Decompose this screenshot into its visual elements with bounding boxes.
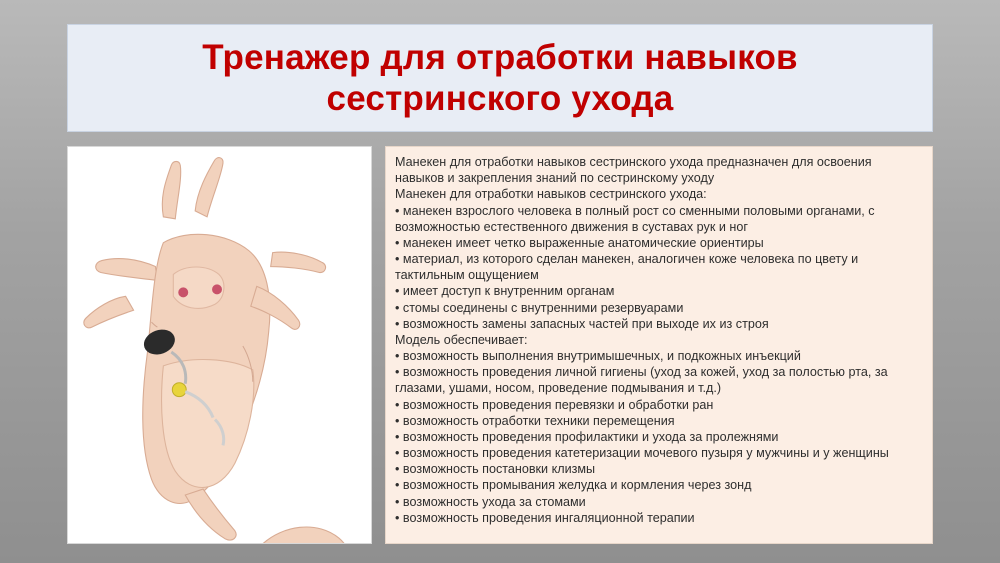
description-line: Модель обеспечивает: [395, 332, 528, 347]
description-line: • материал, из которого сделан манекен, аналогичен коже человека по цвету и тактильным ощущением [395, 252, 859, 283]
description-line: • возможность проведения перевязки и обработки ран [395, 397, 714, 412]
description-line: • возможность отработки техники перемещения [395, 413, 675, 428]
description-line: Манекен для отработки навыков сестринского ухода: [395, 187, 707, 202]
description-line: • возможность замены запасных частей при выходе их из строя [395, 316, 769, 331]
description-line: Манекен для отработки навыков сестринского ухода предназначен для освоения навыков и закрепления знаний по сестринскому уходу [395, 155, 872, 186]
description-line: • возможность постановки клизмы [395, 462, 596, 477]
description-line: • стомы соединены с внутренними резервуарами [395, 300, 684, 315]
description-line: • манекен имеет четко выраженные анатомические ориентиры [395, 235, 764, 250]
manikin-photo [67, 146, 372, 544]
manikin-illustration [68, 147, 371, 543]
description-line: • возможность проведения профилактики и ухода за пролежнями [395, 429, 779, 444]
description-line: • возможность проведения катетеризации мочевого пузыря у мужчины и у женщины [395, 446, 889, 461]
title-box [67, 24, 933, 132]
description-line: • возможность промывания желудка и кормления через зонд [395, 478, 752, 493]
description-line: • возможность ухода за стомами [395, 494, 586, 509]
description-line: • возможность выполнения внутримышечных, и подкожных инъекций [395, 349, 801, 364]
description-text [395, 154, 924, 526]
description-line: • манекен взрослого человека в полный рост со сменными половыми органами, с возможностью естественного движения в суставах рук и ног [395, 203, 875, 234]
page-title: Тренажер для отработки навыков сестринского ухода [202, 37, 798, 118]
description-line: • возможность проведения личной гигиены (уход за кожей, уход за полостью рта, за глазами, ушами, носом, проведение подмывания и т.д.) [395, 365, 888, 396]
description-line: • имеет доступ к внутренним органам [395, 284, 615, 299]
description-line: • возможность проведения ингаляционной терапии [395, 510, 695, 525]
description-panel [385, 146, 933, 544]
